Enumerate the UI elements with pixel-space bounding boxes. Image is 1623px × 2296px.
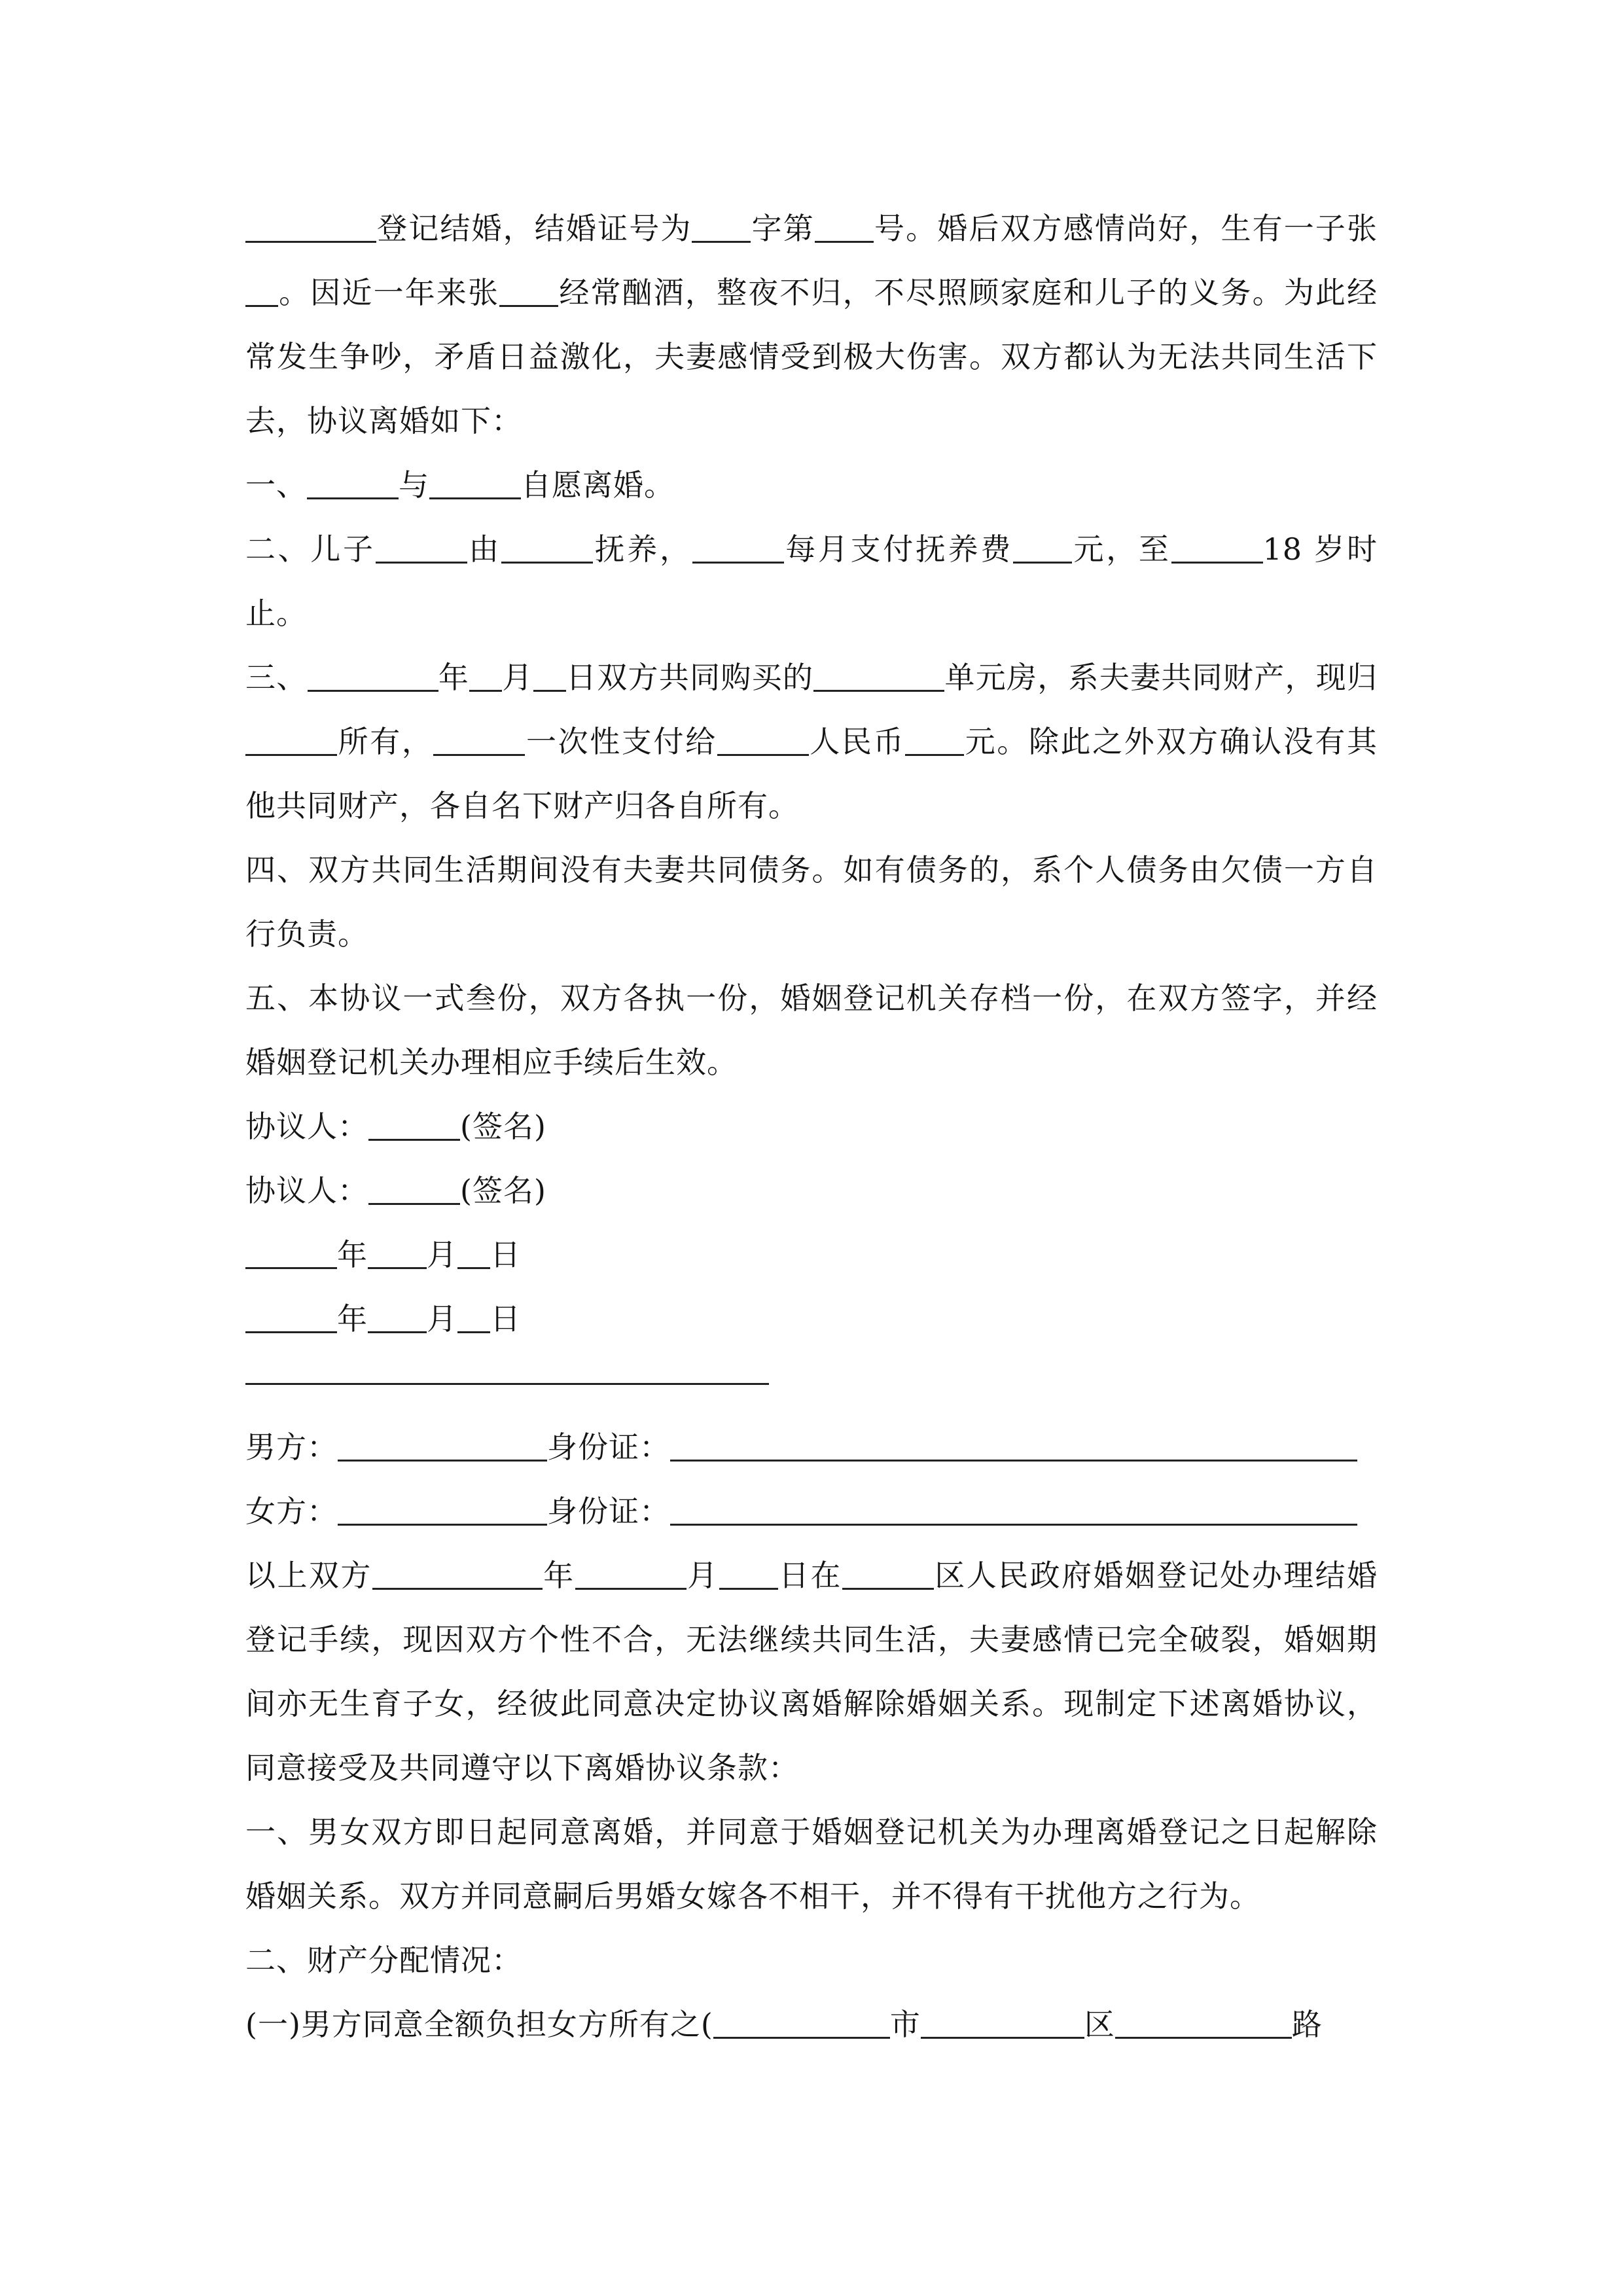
blank-field [533, 664, 566, 692]
blank-field [433, 728, 525, 756]
blank-field [1013, 535, 1072, 564]
paragraph-intro-2: 以上双方 年 月 日在 区人民政府婚姻登记处办理结婚登记手续，现因双方个性不合，无法继续共同生活，夫妻感情已完全破裂，婚姻期间亦无生育子女，经彼此同意决定协议离婚解除婚姻关系。现制定下述离婚协议，同意接受及共同遵守以下离婚协议条款： [245, 1558, 1378, 1785]
blank-field [719, 1562, 778, 1590]
blank-field [692, 215, 751, 243]
id-number-field [670, 1498, 1357, 1526]
article-2: 二、财产分配情况： [245, 1943, 522, 1978]
article-1: 一、男女双方即日起同意离婚，并同意于婚姻登记机关为办理离婚登记之日起解除婚姻关系。双方并同意嗣后男婚女嫁各不相干，并不得有干扰他方之行为。 [245, 1814, 1378, 1914]
blank-field [1115, 2011, 1292, 2039]
clause-1: 一、 与 自愿离婚。 [245, 467, 675, 503]
blank-field [499, 279, 558, 307]
blank-field [575, 1562, 687, 1590]
blank-field [245, 279, 278, 307]
blank-field [245, 728, 337, 756]
date-line-1: 年 月 日 [245, 1223, 1378, 1287]
article-2-item-1: (一)男方同意全额负担女方所有之( 市 区 路 [245, 2007, 1323, 2042]
id-number-field [670, 1433, 1357, 1462]
blank-field [717, 728, 809, 756]
blank-field [429, 471, 521, 499]
paragraph-intro: 登记结婚，结婚证号为 字第 号。婚后双方感情尚好，生有一子张。因近一年来张 经常酗酒，整夜不归，不尽照顾家庭和儿子的义务。为此经常发生争吵，矛盾日益激化，夫妻感情受到极大伤害。双方都认为无法共同生活下去，协议离婚如下： [245, 211, 1378, 439]
blank-field [457, 1305, 490, 1333]
signature-field [368, 1177, 460, 1205]
blank-field [245, 1305, 337, 1333]
blank-field [1171, 535, 1263, 564]
section-divider [245, 1351, 1378, 1415]
blank-field [308, 664, 438, 692]
clause-3: 三、 年 月 日双方共同购买的 单元房，系夫妻共同财产，现归所有， 一次性支付给 人民币 元。除此之外双方确认没有其他共同财产，各自名下财产归各自所有。 [245, 660, 1378, 823]
blank-field [905, 728, 964, 756]
agreement-text [245, 196, 1378, 2056]
clause-5: 五、本协议一式叁份，双方各执一份，婚姻登记机关存档一份，在双方签字，并经婚姻登记机关办理相应手续后生效。 [245, 980, 1378, 1080]
blank-field [307, 471, 399, 499]
blank-field [372, 1562, 543, 1590]
name-field [338, 1433, 547, 1462]
blank-field [368, 1305, 427, 1333]
signature-field [368, 1113, 460, 1141]
clause-2: 二、儿子 由 抚养， 每月支付抚养费 元，至 18 岁时止。 [245, 531, 1378, 631]
name-field [338, 1498, 547, 1526]
blank-field [713, 2011, 890, 2039]
blank-field [245, 215, 376, 243]
blank-field [245, 1241, 337, 1269]
blank-field [501, 535, 593, 564]
blank-field [457, 1241, 490, 1269]
blank-field [376, 535, 467, 564]
blank-field [813, 664, 944, 692]
party-male-line: 男方： 身份证： [245, 1415, 1378, 1479]
blank-field [692, 535, 784, 564]
blank-field [815, 215, 874, 243]
clause-4: 四、双方共同生活期间没有夫妻共同债务。如有债务的，系个人债务由欠债一方自行负责。 [245, 852, 1378, 952]
blank-field [368, 1241, 427, 1269]
blank-field [469, 664, 502, 692]
blank-field [921, 2011, 1084, 2039]
party-female-line: 女方： 身份证： [245, 1479, 1378, 1543]
signer-line-2: 协议人： (签名) [245, 1173, 546, 1208]
signer-line-1: 协议人： (签名) [245, 1109, 546, 1144]
blank-field [842, 1562, 934, 1590]
date-line-2: 年 月 日 [245, 1287, 1378, 1351]
